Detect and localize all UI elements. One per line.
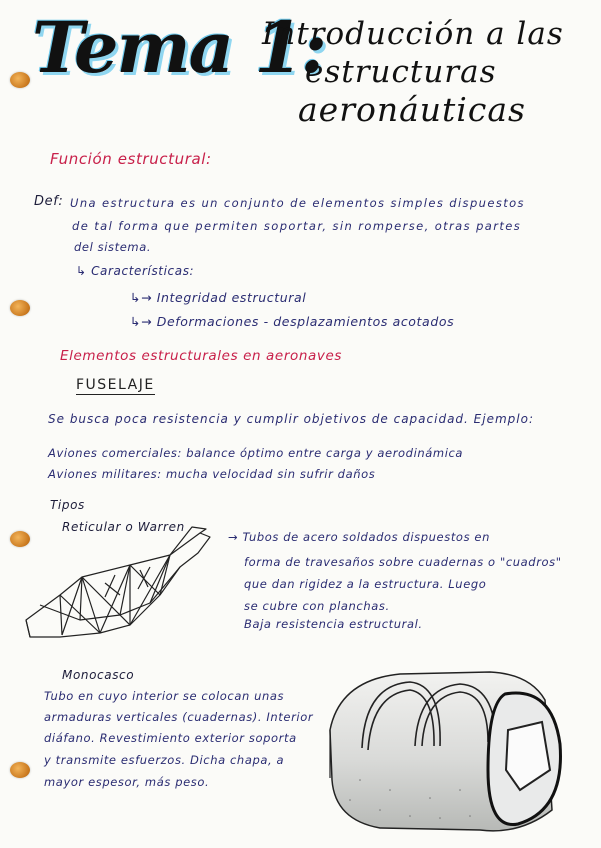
- fuselaje-heading: FUSELAJE: [76, 377, 155, 393]
- monocasco-desc-3: diáfano. Revestimiento exterior soporta: [44, 731, 297, 745]
- reticular-fuselage-sketch: [20, 525, 230, 655]
- reticular-desc-3: que dan rigidez a la estructura. Luego: [244, 577, 487, 591]
- binder-hole: [10, 300, 30, 316]
- elementos-heading: Elementos estructurales en aeronaves: [60, 348, 342, 364]
- title-line-2: estructuras: [305, 54, 497, 90]
- def-line-3: del sistema.: [74, 240, 152, 254]
- monocasco-label: Monocasco: [62, 668, 135, 682]
- def-line-1: Una estructura es un conjunto de elementos simples dispuestos: [70, 196, 525, 210]
- binder-hole: [10, 762, 30, 778]
- reticular-desc-4: se cubre con planchas.: [244, 599, 390, 613]
- reticular-label: Reticular o Warren: [62, 520, 185, 534]
- caracteristica-1: ↳→ Integridad estructural: [130, 290, 307, 305]
- title-tema: Tema 1:: [32, 6, 325, 89]
- def-label: Def:: [34, 194, 64, 209]
- def-line-2: de tal forma que permiten soportar, sin romperse, otras partes: [72, 219, 522, 233]
- funcion-heading: Función estructural:: [50, 150, 212, 168]
- caracteristicas-label: ↳ Características:: [76, 264, 195, 278]
- monocasco-fuselage-sketch: [320, 660, 570, 840]
- example-comerciales: Aviones comerciales: balance óptimo entre carga y aerodinámica: [48, 446, 464, 460]
- example-militares: Aviones militares: mucha velocidad sin sufrir daños: [48, 467, 376, 481]
- binder-hole: [10, 72, 30, 88]
- monocasco-desc-2: armaduras verticales (cuadernas). Interior: [44, 710, 314, 724]
- tipos-label: Tipos: [50, 498, 85, 512]
- title-line-1: Introducción a las: [262, 16, 564, 52]
- title-line-3: aeronáuticas: [298, 90, 526, 129]
- monocasco-desc-4: y transmite esfuerzos. Dicha chapa, a: [44, 753, 285, 767]
- reticular-desc-5: Baja resistencia estructural.: [244, 617, 423, 631]
- reticular-desc-1: → Tubos de acero soldados dispuestos en: [228, 530, 490, 544]
- caracteristica-2-text: Deformaciones - desplazamientos acotados: [156, 314, 455, 329]
- caracteristica-1-text: Integridad estructural: [156, 290, 307, 305]
- caracteristicas-text: Características:: [91, 264, 195, 278]
- monocasco-desc-5: mayor espesor, más peso.: [44, 775, 210, 789]
- reticular-desc-2: forma de travesaños sobre cuadernas o "cuadros": [244, 555, 562, 569]
- caracteristica-2: ↳→ Deformaciones - desplazamientos acotados: [130, 314, 455, 329]
- monocasco-desc-1: Tubo en cuyo interior se colocan unas: [44, 689, 285, 703]
- fuselaje-intro: Se busca poca resistencia y cumplir objetivos de capacidad. Ejemplo:: [48, 412, 535, 426]
